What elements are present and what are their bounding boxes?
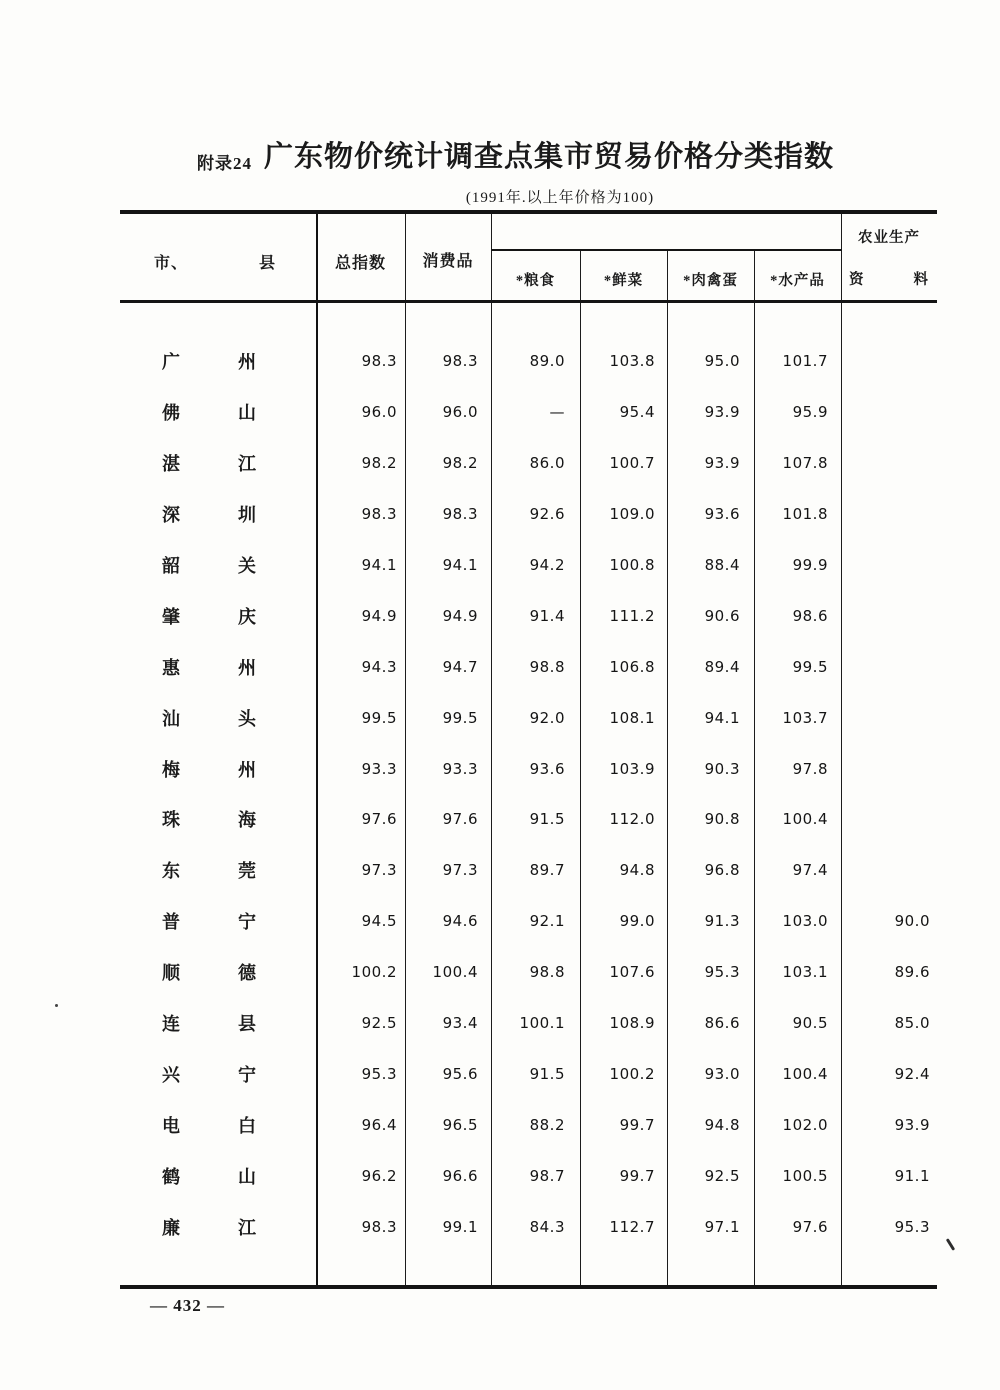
value-cell: 86.0 — [529, 454, 565, 473]
value-cell: 93.6 — [704, 505, 740, 524]
value-cell: 103.9 — [609, 759, 655, 778]
city-char: 德 — [238, 963, 256, 984]
city-cell — [120, 806, 316, 832]
city-char: 圳 — [238, 505, 256, 526]
value-cell: 94.1 — [704, 708, 740, 727]
city-char: 县 — [238, 1014, 256, 1035]
value-cell: 99.5 — [792, 657, 828, 676]
value-cell: 97.1 — [704, 1217, 740, 1236]
table-row — [120, 794, 937, 845]
value-cell: 98.2 — [361, 454, 397, 473]
city-char: 深 — [162, 505, 180, 526]
value-cell: 96.0 — [442, 403, 478, 422]
value-cell: 96.4 — [361, 1115, 397, 1134]
value-cell: 94.9 — [361, 606, 397, 625]
value-cell: 96.6 — [442, 1166, 478, 1185]
city-cell — [120, 654, 316, 680]
value-cell: 98.3 — [361, 1217, 397, 1236]
city-char: 顺 — [162, 963, 180, 984]
value-cell: 98.8 — [529, 963, 565, 982]
table-row — [120, 998, 937, 1049]
page-number: — 432 — — [150, 1296, 225, 1315]
value-cell: 92.0 — [529, 708, 565, 727]
table-row — [120, 489, 937, 540]
value-cell: 100.8 — [609, 556, 655, 574]
city-char: 宁 — [238, 1064, 256, 1085]
table-row — [120, 336, 937, 387]
value-cell: 94.3 — [361, 657, 397, 676]
city-cell — [120, 959, 316, 985]
value-cell: 90.8 — [704, 810, 740, 829]
value-cell: 111.2 — [609, 606, 655, 625]
value-cell: 98.8 — [529, 657, 565, 676]
value-cell: 100.5 — [782, 1166, 828, 1185]
value-cell: 97.3 — [442, 861, 478, 880]
city-cell — [120, 603, 316, 629]
city-char: 电 — [162, 1115, 180, 1136]
value-cell: 86.6 — [704, 1014, 740, 1033]
value-cell: 95.3 — [361, 1064, 397, 1083]
city-char: 梅 — [162, 759, 180, 780]
value-cell: 95.3 — [704, 963, 740, 982]
value-cell: 99.7 — [619, 1166, 655, 1185]
city-char: 州 — [238, 352, 256, 373]
value-cell: 93.9 — [704, 454, 740, 473]
city-cell — [120, 1061, 316, 1087]
city-char: 州 — [238, 759, 256, 780]
value-cell: 95.0 — [704, 352, 740, 371]
city-char: 庆 — [238, 606, 256, 627]
value-cell: 94.6 — [442, 912, 478, 931]
value-cell: 93.4 — [442, 1014, 478, 1033]
city-char: 惠 — [162, 657, 180, 678]
city-cell — [120, 908, 316, 934]
city-char: 山 — [238, 1166, 256, 1187]
city-char: 白 — [238, 1115, 256, 1136]
value-cell: 99.9 — [792, 556, 828, 574]
header-agri-materials — [849, 268, 929, 289]
city-cell — [120, 705, 316, 731]
city-char: 州 — [238, 657, 256, 678]
value-cell: 112.7 — [609, 1217, 655, 1236]
value-cell: 94.8 — [619, 861, 655, 880]
value-cell: 92.6 — [529, 505, 565, 524]
value-cell: 112.0 — [609, 810, 655, 829]
value-cell: 91.3 — [704, 912, 740, 931]
value-cell: 103.8 — [609, 352, 655, 371]
header-city-left: 市、 — [154, 255, 189, 272]
value-cell: 109.0 — [609, 505, 655, 524]
city-char: 广 — [162, 352, 180, 373]
city-char: 东 — [162, 861, 180, 882]
table-row — [120, 845, 937, 896]
city-char: 关 — [238, 556, 256, 576]
value-cell: 96.0 — [361, 403, 397, 422]
city-char: 头 — [238, 708, 256, 729]
value-cell: 107.6 — [609, 963, 655, 982]
table-row — [120, 540, 937, 591]
value-cell: 88.2 — [529, 1115, 565, 1134]
value-cell: 94.8 — [704, 1115, 740, 1134]
table-row — [120, 590, 937, 641]
header-agri-materials-right: 料 — [913, 272, 929, 288]
value-cell: 100.4 — [782, 810, 828, 829]
value-cell: 97.6 — [361, 810, 397, 829]
value-cell: 91.4 — [529, 606, 565, 625]
table-body — [120, 303, 937, 1285]
value-cell: 103.7 — [782, 708, 828, 727]
city-cell — [120, 399, 316, 425]
page-subtitle: (1991年.以上年价格为100) — [465, 190, 655, 206]
value-cell: 93.6 — [529, 759, 565, 778]
value-cell: 96.8 — [704, 861, 740, 880]
header-agri-materials-left: 资 — [849, 272, 865, 288]
appendix-label: 附录24 — [197, 154, 252, 173]
city-cell — [120, 1010, 316, 1036]
value-cell: 84.3 — [529, 1217, 565, 1236]
city-char: 鹤 — [162, 1166, 180, 1187]
table-row — [120, 438, 937, 489]
value-cell: 100.1 — [519, 1014, 565, 1033]
value-cell: 92.5 — [361, 1014, 397, 1033]
city-char: 莞 — [238, 861, 256, 882]
city-char: 宁 — [238, 912, 256, 933]
value-cell: 96.5 — [442, 1115, 478, 1134]
value-cell: 85.0 — [894, 1014, 930, 1033]
header-grain: *粮食 — [515, 273, 556, 289]
table-row — [120, 1201, 937, 1252]
value-cell: — — [549, 403, 565, 422]
value-cell: 100.4 — [432, 963, 478, 982]
value-cell: 97.8 — [792, 759, 828, 778]
city-char: 海 — [238, 810, 256, 831]
city-char: 韶 — [162, 556, 180, 576]
value-cell: 97.6 — [442, 810, 478, 829]
table-row — [120, 947, 937, 998]
value-cell: 100.2 — [609, 1064, 655, 1083]
value-cell: 93.9 — [704, 403, 740, 422]
value-cell: 98.3 — [361, 505, 397, 524]
value-cell: 97.3 — [361, 861, 397, 880]
city-char: 肇 — [162, 606, 180, 627]
value-cell: 99.0 — [619, 912, 655, 931]
value-cell: 95.6 — [442, 1064, 478, 1083]
city-cell — [120, 756, 316, 782]
value-cell: 93.3 — [442, 759, 478, 778]
value-cell: 93.3 — [361, 759, 397, 778]
value-cell: 89.6 — [894, 963, 930, 982]
city-char: 江 — [238, 1217, 256, 1238]
value-cell: 99.5 — [442, 708, 478, 727]
scan-speck — [55, 1004, 58, 1007]
city-cell — [120, 1112, 316, 1138]
table-row — [120, 1099, 937, 1150]
value-cell: 91.1 — [894, 1166, 930, 1185]
city-char: 佛 — [162, 403, 180, 424]
city-char: 山 — [238, 403, 256, 424]
city-cell — [120, 1163, 316, 1189]
value-cell: 98.2 — [442, 454, 478, 473]
value-cell: 94.1 — [361, 556, 397, 574]
value-cell: 98.7 — [529, 1166, 565, 1185]
city-cell — [120, 450, 316, 476]
value-cell: 93.0 — [704, 1064, 740, 1083]
value-cell: 90.0 — [894, 912, 930, 931]
value-cell: 90.5 — [792, 1014, 828, 1033]
table-row — [120, 1150, 937, 1201]
value-cell: 90.3 — [704, 759, 740, 778]
value-cell: 100.4 — [782, 1064, 828, 1083]
header-consumer-goods: 消费品 — [422, 253, 474, 270]
value-cell: 98.3 — [442, 505, 478, 524]
value-cell: 90.6 — [704, 606, 740, 625]
value-cell: 94.1 — [442, 556, 478, 574]
value-cell: 98.3 — [442, 352, 478, 371]
city-char: 兴 — [162, 1064, 180, 1085]
value-cell: 89.0 — [529, 352, 565, 371]
value-cell: 95.3 — [894, 1217, 930, 1236]
table-header — [120, 214, 937, 303]
value-cell: 96.2 — [361, 1166, 397, 1185]
value-cell: 95.9 — [792, 403, 828, 422]
value-cell: 98.6 — [792, 606, 828, 625]
value-cell: 91.5 — [529, 810, 565, 829]
value-cell: 100.2 — [351, 963, 397, 982]
value-cell: 101.8 — [782, 505, 828, 524]
value-cell: 94.9 — [442, 606, 478, 625]
value-cell: 94.7 — [442, 657, 478, 676]
city-char: 普 — [162, 912, 180, 933]
table-row — [120, 692, 937, 743]
header-meat-poultry-eggs: *肉禽蛋 — [683, 273, 738, 289]
value-cell: 99.1 — [442, 1217, 478, 1236]
value-cell: 101.7 — [782, 352, 828, 371]
city-cell — [120, 1214, 316, 1240]
value-cell: 102.0 — [782, 1115, 828, 1134]
value-cell: 98.3 — [361, 352, 397, 371]
table-row — [120, 743, 937, 794]
city-char: 廉 — [162, 1217, 180, 1238]
value-cell: 103.0 — [782, 912, 828, 931]
value-cell: 92.1 — [529, 912, 565, 931]
table-row — [120, 387, 937, 438]
header-total-index: 总指数 — [334, 255, 386, 272]
header-city-right: 县 — [259, 255, 277, 272]
value-cell: 92.4 — [894, 1064, 930, 1083]
value-cell: 94.5 — [361, 912, 397, 931]
value-cell: 88.4 — [704, 556, 740, 574]
value-cell: 107.8 — [782, 454, 828, 473]
value-cell: 89.7 — [529, 861, 565, 880]
value-cell: 97.6 — [792, 1217, 828, 1236]
city-char: 汕 — [162, 708, 180, 729]
city-char: 江 — [238, 454, 256, 475]
table-row — [120, 896, 937, 947]
value-cell: 108.1 — [609, 708, 655, 727]
city-cell — [120, 857, 316, 883]
value-cell: 106.8 — [609, 657, 655, 676]
page-title: 广东物价统计调查点集市贸易价格分类指数 — [264, 141, 835, 173]
city-char: 连 — [162, 1014, 180, 1035]
city-cell — [120, 501, 316, 527]
value-cell: 103.1 — [782, 963, 828, 982]
city-cell — [120, 552, 316, 578]
header-aquatic-products: *水产品 — [770, 273, 825, 289]
city-char: 湛 — [162, 454, 180, 475]
city-cell — [120, 348, 316, 374]
header-vegetables: *鲜菜 — [603, 273, 644, 289]
city-char: 珠 — [162, 810, 180, 831]
value-cell: 91.5 — [529, 1064, 565, 1083]
table-row — [120, 641, 937, 692]
value-cell: 93.9 — [894, 1115, 930, 1134]
price-index-table — [120, 210, 937, 1289]
value-cell: 100.7 — [609, 454, 655, 473]
value-cell: 99.5 — [361, 708, 397, 727]
value-cell: 89.4 — [704, 657, 740, 676]
value-cell: 108.9 — [609, 1014, 655, 1033]
value-cell: 94.2 — [529, 556, 565, 574]
scan-artifact — [946, 1238, 955, 1251]
header-agri-production: 农业生产 — [858, 230, 920, 246]
value-cell: 99.7 — [619, 1115, 655, 1134]
value-cell: 95.4 — [619, 403, 655, 422]
value-cell: 97.4 — [792, 861, 828, 880]
table-row — [120, 1048, 937, 1099]
value-cell: 92.5 — [704, 1166, 740, 1185]
